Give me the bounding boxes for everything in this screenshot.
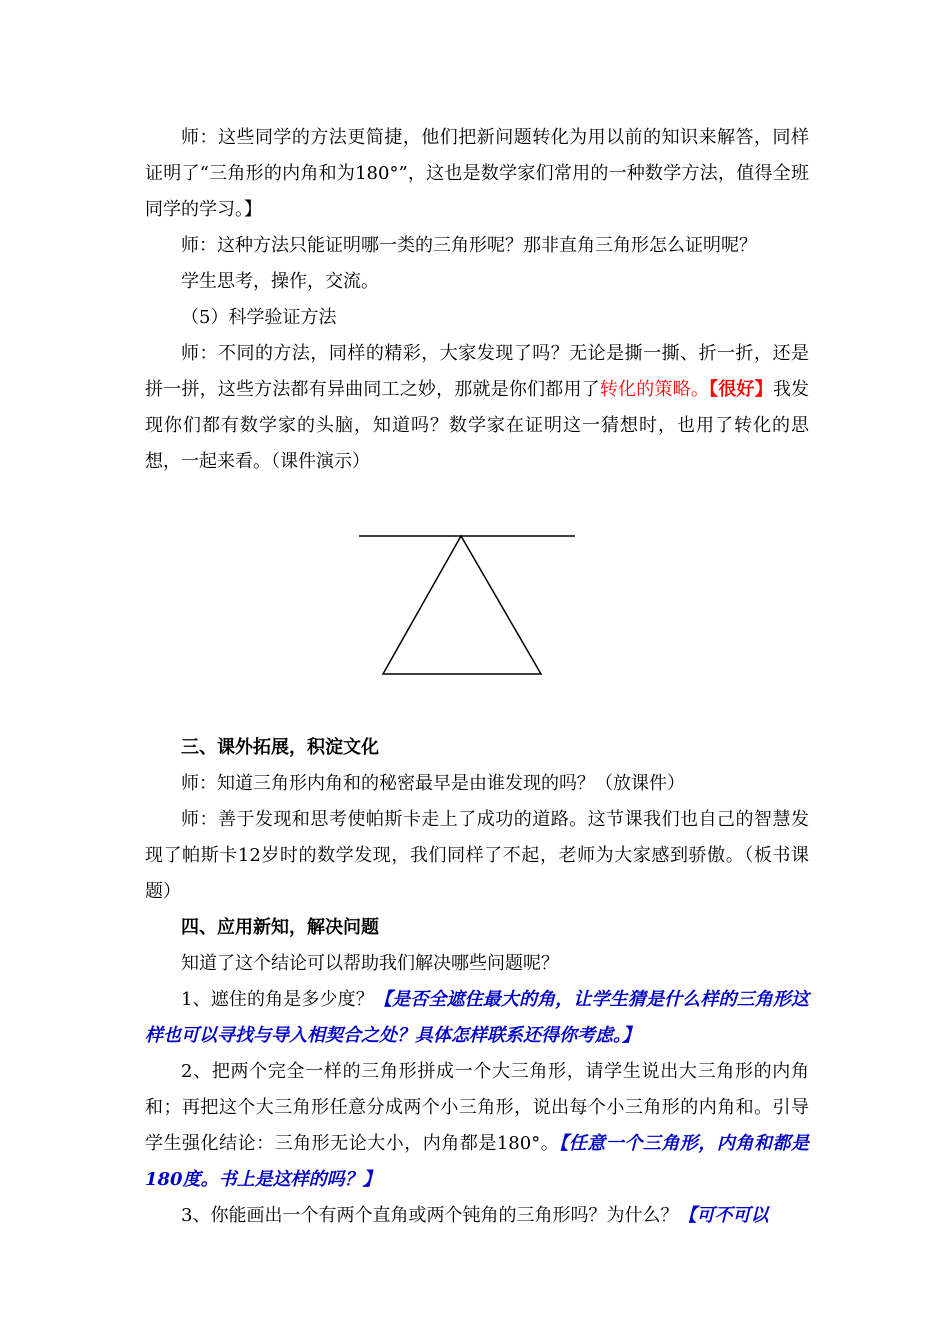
paragraph-subsection-5: （5）科学验证方法 <box>181 307 337 328</box>
triangle-shape <box>383 536 541 674</box>
section-3-heading: 三、课外拓展，积淀文化 <box>181 737 379 758</box>
strategy-comment: 【很好】 <box>709 379 773 400</box>
document-page <box>145 120 809 1234</box>
section-3-paragraph-1: 师：知道三角形内角和的秘密最早是由谁发现的吗？（放课件） <box>181 773 685 794</box>
section-3-paragraph-2: 师：善于发现和思考使帕斯卡走上了成功的道路。这节课我们也自己的智慧发现了帕斯卡12岁时的数学发现，我们同样了不起，老师为大家感到骄傲。（板书课题） <box>145 809 809 902</box>
paragraph-strategy <box>145 336 809 480</box>
question-2 <box>145 1054 809 1198</box>
strategy-text-part2: 我发现你们都有数学家的头脑，知道吗？数学家在证明这一猜想时，也用了转化的思想，一起来看。（课件演示） <box>145 379 810 472</box>
question-3-text: 3、你能画出一个有两个直角或两个钝角的三角形吗？为什么？ <box>181 1205 679 1226</box>
question-2-text: 2、把两个完全一样的三角形拼成一个大三角形，请学生说出大三角形的内角和；再把这个大三角形任意分成两个小三角形，说出每个小三角形的内角和。引导学生强化结论：三角形无论大小，内角都是180°。 <box>145 1061 809 1154</box>
strategy-text-part1: 师：不同的方法，同样的精彩，大家发现了吗？无论是撕一撕、折一折，还是拼一拼，这些方法都有异曲同工之妙，那就是你们都用了 <box>145 343 809 400</box>
paragraph-teacher-summary: 师：这些同学的方法更简捷，他们把新问题转化为用以前的知识来解答，同样证明了“三角形的内角和为180°”，这也是数学家们常用的一种数学方法，值得全班同学的学习。】 <box>145 127 809 220</box>
strategy-highlight: 转化的策略。 <box>599 379 710 400</box>
paragraph-student-activity: 学生思考，操作，交流。 <box>181 271 379 292</box>
section-4-heading: 四、应用新知，解决问题 <box>181 917 379 938</box>
question-1-text: 1、遮住的角是多少度？ <box>181 989 374 1010</box>
paragraph-teacher-question: 师：这种方法只能证明哪一类的三角形呢？那非直角三角形怎么证明呢？ <box>181 235 757 256</box>
triangle-figure <box>145 480 809 730</box>
triangle-diagram <box>145 480 809 730</box>
question-1-comment: 【是否全遮住最大的角，让学生猜是什么样的三角形这样也可以寻找与导入相契合之处？具体怎样联系还得你考虑。】 <box>145 989 810 1046</box>
question-2-comment: 【任意一个三角形，内角和都是180度。书上是这样的吗？】 <box>145 1133 809 1190</box>
question-3-comment: 【可不可以 <box>678 1205 769 1226</box>
question-1 <box>145 982 809 1054</box>
section-4-intro: 知道了这个结论可以帮助我们解决哪些问题呢？ <box>181 953 559 974</box>
question-3 <box>145 1198 809 1234</box>
